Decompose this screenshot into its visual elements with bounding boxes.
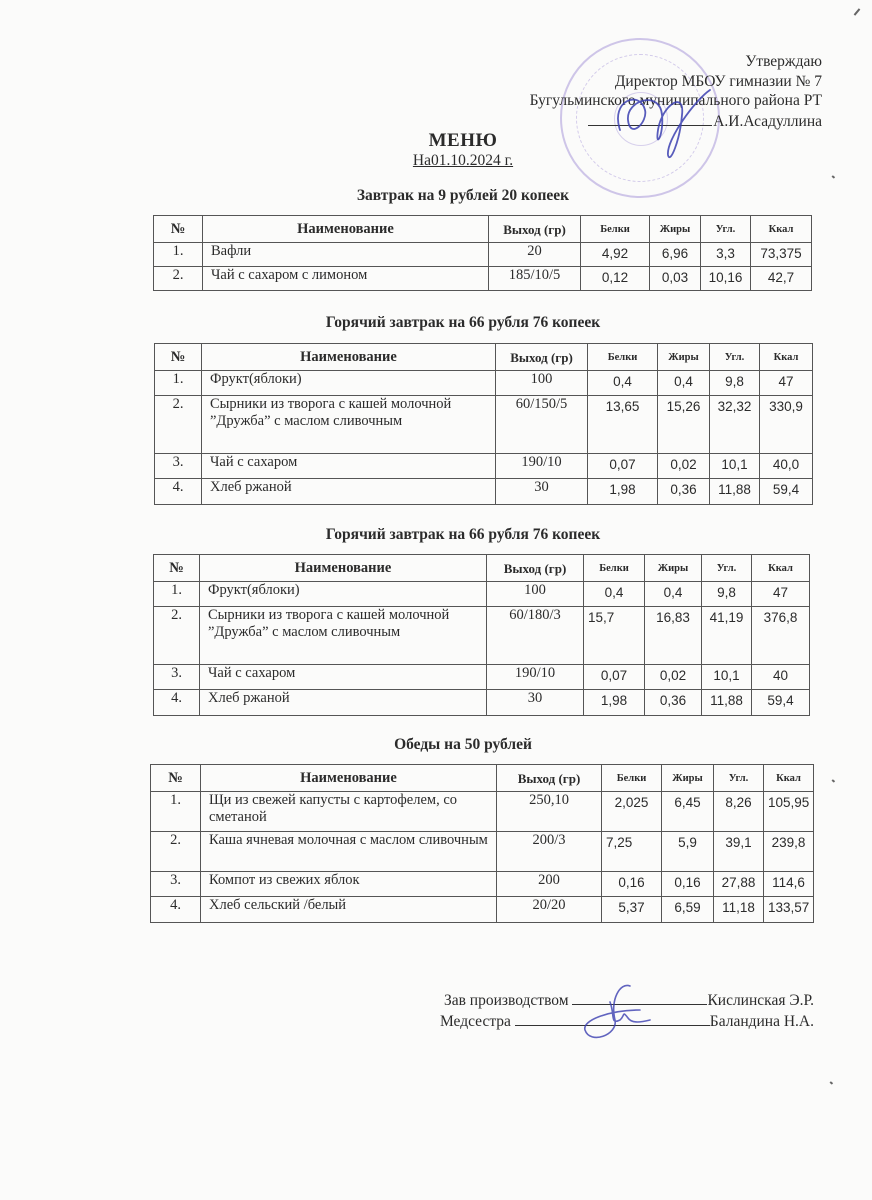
cell-carbs: 8,26 <box>714 792 764 832</box>
cell-kcal: 105,95 <box>764 792 814 832</box>
cell-yield: 190/10 <box>487 665 584 690</box>
table-row <box>154 665 810 690</box>
cell-num: 4. <box>154 690 200 716</box>
table-row <box>155 371 813 396</box>
nurse-name: Баландина Н.А. <box>709 1013 814 1030</box>
cell-carbs: 11,88 <box>710 479 760 505</box>
approval-director-name: А.И.Асадуллина <box>713 112 822 130</box>
footer-signatures <box>440 990 814 1032</box>
cell-name: Хлеб ржаной <box>200 690 487 716</box>
header-kcal: Ккал <box>760 344 813 371</box>
cell-protein: 0,07 <box>588 454 658 479</box>
approval-signature-line <box>530 111 822 132</box>
cell-num: 1. <box>154 582 200 607</box>
cell-fat: 6,96 <box>650 243 701 267</box>
cell-yield: 185/10/5 <box>489 267 581 291</box>
cell-protein: 7,25 <box>602 832 662 872</box>
table-header-row <box>154 555 810 582</box>
header-protein: Белки <box>581 216 650 243</box>
cell-yield: 60/180/3 <box>487 607 584 665</box>
cell-kcal: 114,6 <box>764 872 814 897</box>
header-kcal: Ккал <box>751 216 812 243</box>
cell-num: 1. <box>151 792 201 832</box>
cell-protein: 5,37 <box>602 897 662 923</box>
header-carbs: Угл. <box>714 765 764 792</box>
header-num: № <box>154 216 203 243</box>
cell-fat: 0,4 <box>658 371 710 396</box>
cell-kcal: 47 <box>752 582 810 607</box>
cell-num: 4. <box>151 897 201 923</box>
header-fat: Жиры <box>645 555 702 582</box>
section-title-hot-breakfast-1: Горячий завтрак на 66 рубля 76 копеек <box>325 314 601 331</box>
header-name: Наименование <box>200 555 487 582</box>
cell-name: Компот из свежих яблок <box>201 872 497 897</box>
header-fat: Жиры <box>658 344 710 371</box>
cell-kcal: 47 <box>760 371 813 396</box>
cell-protein: 0,4 <box>588 371 658 396</box>
cell-carbs: 32,32 <box>710 396 760 454</box>
cell-fat: 16,83 <box>645 607 702 665</box>
section-title-lunch: Обеды на 50 рублей <box>394 736 532 753</box>
section-title-breakfast: Завтрак на 9 рублей 20 копеек <box>356 187 570 204</box>
header-yield: Выход (гр) <box>489 216 581 243</box>
header-protein: Белки <box>584 555 645 582</box>
cell-kcal: 330,9 <box>760 396 813 454</box>
cell-yield: 20/20 <box>497 897 602 923</box>
cell-yield: 30 <box>487 690 584 716</box>
cell-fat: 0,16 <box>662 872 714 897</box>
table-header-row <box>151 765 814 792</box>
cell-protein: 4,92 <box>581 243 650 267</box>
table-row <box>155 454 813 479</box>
scan-speck <box>854 8 861 15</box>
cell-yield: 200 <box>497 872 602 897</box>
cell-name: Каша ячневая молочная с маслом сливочным <box>201 832 497 872</box>
cell-fat: 15,26 <box>658 396 710 454</box>
header-carbs: Угл. <box>710 344 760 371</box>
cell-carbs: 27,88 <box>714 872 764 897</box>
cell-fat: 0,02 <box>645 665 702 690</box>
cell-name: Чай с сахаром с лимоном <box>203 267 489 291</box>
cell-protein: 0,12 <box>581 267 650 291</box>
table-row <box>151 897 814 923</box>
table-row <box>155 396 813 454</box>
approval-district: Бугульминского муниципального района РТ <box>529 92 822 109</box>
signature-underline <box>515 1011 710 1026</box>
cell-protein: 0,07 <box>584 665 645 690</box>
header-yield: Выход (гр) <box>497 765 602 792</box>
scan-speck <box>832 779 835 782</box>
cell-fat: 0,36 <box>645 690 702 716</box>
table-row <box>151 832 814 872</box>
table-row <box>151 792 814 832</box>
cell-fat: 0,4 <box>645 582 702 607</box>
cell-name: Сырники из творога с кашей молочной ”Дружба” с маслом сливочным <box>200 607 487 665</box>
cell-yield: 30 <box>496 479 588 505</box>
cell-yield: 200/3 <box>497 832 602 872</box>
cell-kcal: 40 <box>752 665 810 690</box>
menu-table-hot-breakfast-1 <box>154 343 813 505</box>
table-row <box>151 872 814 897</box>
header-kcal: Ккал <box>752 555 810 582</box>
cell-kcal: 59,4 <box>752 690 810 716</box>
production-name: Кислинская Э.Р. <box>707 992 814 1009</box>
cell-carbs: 10,16 <box>701 267 751 291</box>
cell-yield: 60/150/5 <box>496 396 588 454</box>
nurse-signature-line <box>440 1011 814 1032</box>
page-title: МЕНЮ <box>428 130 498 151</box>
header-name: Наименование <box>201 765 497 792</box>
cell-carbs: 9,8 <box>702 582 752 607</box>
header-protein: Белки <box>602 765 662 792</box>
cell-protein: 1,98 <box>588 479 658 505</box>
table-row <box>154 267 812 291</box>
approval-block <box>530 52 822 131</box>
cell-name: Хлеб ржаной <box>202 479 496 505</box>
header-num: № <box>155 344 202 371</box>
table-row <box>154 243 812 267</box>
cell-num: 3. <box>151 872 201 897</box>
cell-num: 2. <box>151 832 201 872</box>
menu-table-breakfast <box>153 215 812 291</box>
table-header-row <box>155 344 813 371</box>
header-num: № <box>154 555 200 582</box>
cell-fat: 6,59 <box>662 897 714 923</box>
cell-fat: 6,45 <box>662 792 714 832</box>
section-title-hot-breakfast-2: Горячий завтрак на 66 рубля 76 копеек <box>325 526 601 543</box>
cell-num: 4. <box>155 479 202 505</box>
cell-kcal: 133,57 <box>764 897 814 923</box>
cell-name: Фрукт(яблоки) <box>202 371 496 396</box>
cell-num: 2. <box>154 607 200 665</box>
cell-protein: 0,16 <box>602 872 662 897</box>
menu-table-lunch <box>150 764 814 923</box>
approval-label: Утверждаю <box>745 53 822 70</box>
table-row <box>154 582 810 607</box>
cell-protein: 13,65 <box>588 396 658 454</box>
cell-carbs: 3,3 <box>701 243 751 267</box>
cell-kcal: 239,8 <box>764 832 814 872</box>
cell-protein: 15,7 <box>584 607 645 665</box>
cell-num: 2. <box>154 267 203 291</box>
cell-carbs: 11,88 <box>702 690 752 716</box>
cell-kcal: 376,8 <box>752 607 810 665</box>
scan-speck <box>832 175 835 178</box>
cell-kcal: 40,0 <box>760 454 813 479</box>
menu-date: На01.10.2024 г. <box>412 152 514 169</box>
cell-carbs: 41,19 <box>702 607 752 665</box>
cell-protein: 0,4 <box>584 582 645 607</box>
menu-table-hot-breakfast-2 <box>153 554 810 716</box>
cell-kcal: 42,7 <box>751 267 812 291</box>
cell-protein: 1,98 <box>584 690 645 716</box>
approval-director-title: Директор МБОУ гимназии № 7 <box>614 72 822 90</box>
cell-name: Фрукт(яблоки) <box>200 582 487 607</box>
cell-yield: 190/10 <box>496 454 588 479</box>
cell-num: 1. <box>154 243 203 267</box>
cell-name: Сырники из творога с кашей молочной ”Дружба” с маслом сливочным <box>202 396 496 454</box>
cell-kcal: 59,4 <box>760 479 813 505</box>
header-carbs: Угл. <box>702 555 752 582</box>
cell-fat: 0,36 <box>658 479 710 505</box>
cell-protein: 2,025 <box>602 792 662 832</box>
cell-fat: 0,03 <box>650 267 701 291</box>
cell-carbs: 39,1 <box>714 832 764 872</box>
nurse-role: Медсестра <box>439 1013 511 1030</box>
header-kcal: Ккал <box>764 765 814 792</box>
table-row <box>155 479 813 505</box>
cell-kcal: 73,375 <box>751 243 812 267</box>
header-name: Наименование <box>203 216 489 243</box>
cell-carbs: 11,18 <box>714 897 764 923</box>
table-row <box>154 607 810 665</box>
scan-speck <box>830 1081 833 1084</box>
cell-yield: 100 <box>496 371 588 396</box>
table-header-row <box>154 216 812 243</box>
header-yield: Выход (гр) <box>487 555 584 582</box>
signature-underline <box>588 111 712 126</box>
cell-carbs: 9,8 <box>710 371 760 396</box>
cell-fat: 0,02 <box>658 454 710 479</box>
cell-yield: 100 <box>487 582 584 607</box>
header-num: № <box>151 765 201 792</box>
header-fat: Жиры <box>662 765 714 792</box>
cell-carbs: 10,1 <box>710 454 760 479</box>
cell-name: Вафли <box>203 243 489 267</box>
cell-num: 1. <box>155 371 202 396</box>
production-role: Зав производством <box>443 992 569 1009</box>
cell-name: Щи из свежей капусты с картофелем, со сметаной <box>201 792 497 832</box>
cell-num: 3. <box>155 454 202 479</box>
cell-num: 3. <box>154 665 200 690</box>
production-signature-line <box>440 990 814 1011</box>
cell-yield: 20 <box>489 243 581 267</box>
cell-name: Чай с сахаром <box>200 665 487 690</box>
table-row <box>154 690 810 716</box>
cell-yield: 250,10 <box>497 792 602 832</box>
cell-name: Чай с сахаром <box>202 454 496 479</box>
header-protein: Белки <box>588 344 658 371</box>
signature-underline <box>572 990 707 1005</box>
cell-fat: 5,9 <box>662 832 714 872</box>
header-fat: Жиры <box>650 216 701 243</box>
header-carbs: Угл. <box>701 216 751 243</box>
header-name: Наименование <box>202 344 496 371</box>
cell-num: 2. <box>155 396 202 454</box>
cell-name: Хлеб сельский /белый <box>201 897 497 923</box>
cell-carbs: 10,1 <box>702 665 752 690</box>
header-yield: Выход (гр) <box>496 344 588 371</box>
